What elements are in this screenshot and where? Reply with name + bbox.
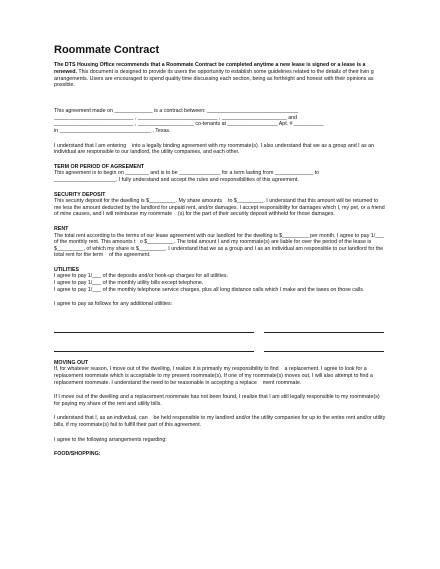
understand-paragraph: I understand that I am entering into a legally binding agreement with my roommate(s). I also understand that we as a group and I as an individual are responsible to our landlord, the utility companies, and each other. [54,142,376,156]
term-line: _____________________. I fully understand and accept the rules and responsibilities of this agreement. [54,176,299,183]
moving-out-paragraph-3: I understand that I, as an individual, can be held responsible to my landlord and/or the utility companies for up to the entire rent and/or utility bills, if my roommate(s) fail to fulfill their part of this agreement. [54,415,387,428]
additional-utilities-text: I agree to pay as follows for any additional utilities: [54,301,173,308]
moving-out-paragraph-2: If I move out of the dwelling and a replacement roommate has not been found, I realize that I am still legally responsible to my roommate(s) for paying my share of the rent and utility bills. [54,394,382,407]
intro-text: This document is designed to provide its users the opportunity to establish some guidelines related to the details of their livin g arrangements. Users are encouraged to spend quality time discussing each section, being as forthright and honest with their opinions as possible. [54,68,374,89]
term-heading: TERM OR PERIOD OF AGREEMENT [54,163,145,170]
utilities-line: I agree to pay 1/___ of the monthly telephone service charges, plus all long distance calls which I make and the taxes on those calls. [54,286,365,293]
utilities-line: I agree to pay 1/___ of the monthly utility bills except telephone. [54,280,204,287]
rent-paragraph: The total rent according to the terms of our lease agreement with our landlord for the dwelling is $_________ per month. I agree to pay 1/___ of the monthly rent. This amounts t o $_________. The total amount I and my roommate(s) are liable for over the period of the lease is $_________, of which my share is $_________. I understand that we as a group and I as an individual am responsible to our landlord for the total rent for the term of the agreement. [54,232,386,259]
intro-paragraph [54,62,386,89]
additional-utilities-lines [54,326,386,333]
blank-line [54,326,254,333]
deposit-paragraph: This security deposit for the dwelling is $_________. My share amounts to $_________. I understand that this amount will be returned to me less the amount deducted by the landlord for unpaid rent, and/or damages. I accept responsibility for damages which I, my pet, or a friend of mine causes, and I will reimburse my roommate (s) for the part of their security deposit withheld for those damages. [54,198,387,218]
agreement-line: ___________________________ , ___________________ co-tenants at _________________ Apt. # __________ [54,121,324,128]
utilities-line: I agree to pay 1/___ of the deposits and/or hook-up charges for all utilities. [54,273,229,280]
page-title: Roommate Contract [54,44,160,56]
agreement-line: in _______________________________ , Texas. [54,127,171,134]
moving-out-paragraph: If, for whatever reason, I move out of the dwelling, I realize it is primarily my responsibility to find a replacement. I agree to look for a replacement roommate which is acceptable to my present roommate(s). If one of my roommate(s) moves out, I will also attempt to find a replacement roommate. I understand the need to be reasonable in accepting a replace ment roommate. [54,366,375,386]
term-line: This agreement is to begin on ________ and is to be ______________ for a term lasting from _____________ to [54,170,320,177]
agreement-line: This agreement made on _____________ is a contract between: _______________________________ [54,108,299,115]
utilities-heading: UTILITIES [54,266,80,273]
moving-out-heading: MOVING OUT [54,359,89,366]
agreement-block [54,108,386,134]
agreement-line: ___________________________ , ___________________________ , ______________________ and [54,114,298,121]
rent-heading: RENT [54,225,69,232]
intro-bold-text: The DTS Housing Office recommends that a Roommate Contract be completed anytime a new lease is signed or a lease is a renewed. [54,62,366,75]
food-shopping-heading: FOOD/SHOPPING: [54,451,101,458]
arrangements-text: I agree to the following arrangements regarding: [54,436,167,443]
blank-line [54,345,254,352]
deposit-heading: SECURITY DEPOSIT [54,191,106,198]
additional-utilities-lines [54,345,386,352]
blank-line [264,326,384,333]
blank-line [264,345,384,352]
